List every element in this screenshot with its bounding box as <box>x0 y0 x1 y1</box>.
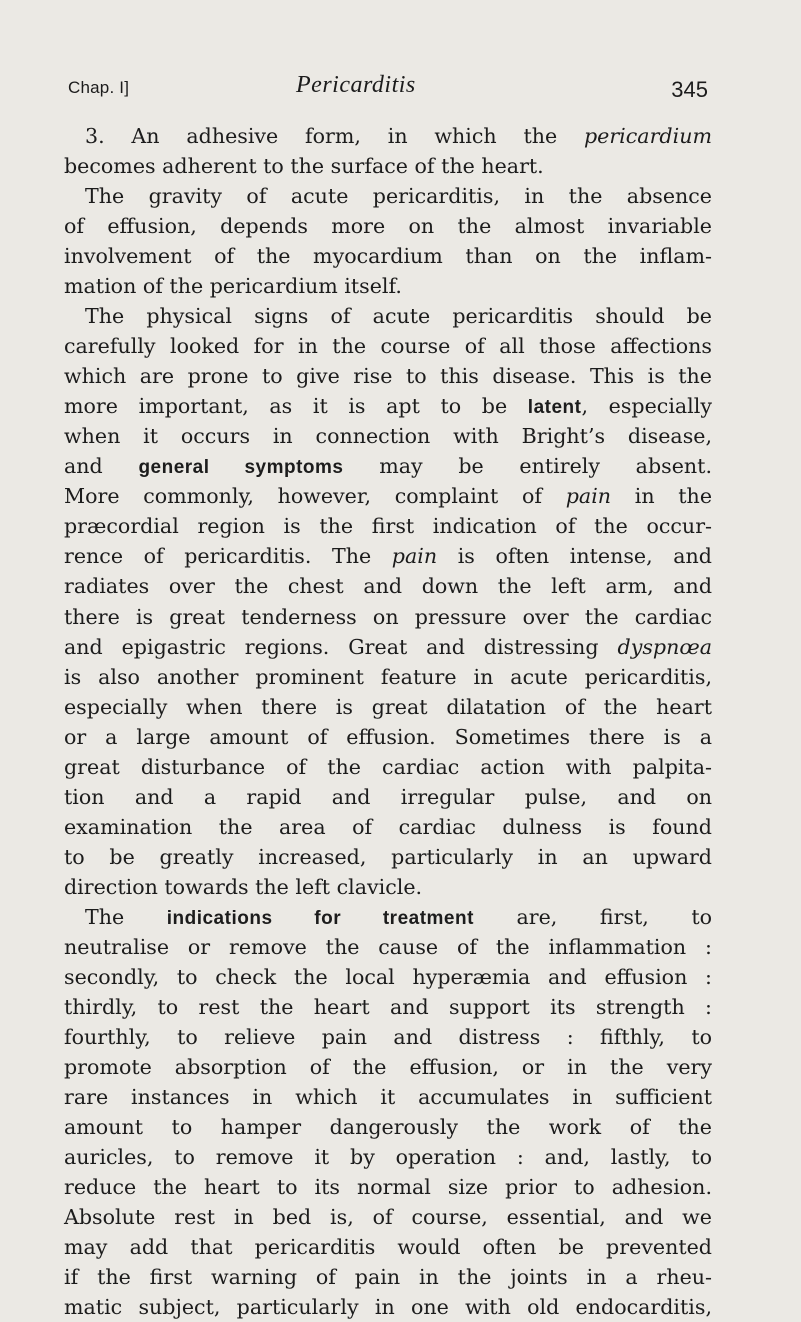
text-line: involvement of the myocardium than on the inflam- <box>64 244 712 269</box>
text-line: examination the area of cardiac dulness is found <box>64 814 712 839</box>
body-text <box>64 121 712 1322</box>
italic-term: pain <box>565 484 612 509</box>
bold-term: latent <box>527 397 582 419</box>
text-line: direction towards the left clavicle. <box>64 874 423 899</box>
text-line: auricles, to remove it by operation : and, lastly, to <box>64 1145 712 1170</box>
text-line: fourthly, to relieve pain and distress : fifthly, to <box>64 1024 712 1049</box>
text-line: great disturbance of the cardiac action with palpita- <box>64 754 712 779</box>
text-line: neutralise or remove the cause of the inflammation : <box>64 934 712 959</box>
text-line: præcordial region is the first indication of the occur- <box>64 514 712 539</box>
text-line: of effusion, depends more on the almost invariable <box>64 214 712 239</box>
italic-term: pericardium <box>583 124 712 148</box>
text-line: thirdly, to rest the heart and support its strength : <box>64 994 712 1019</box>
text-line: rare instances in which it accumulates in sufficient <box>64 1085 712 1109</box>
text-line: if the first warning of pain in the joints in a rheu- <box>64 1265 712 1290</box>
text-line: to be greatly increased, particularly in an upward <box>64 844 712 869</box>
text-line: may add that pericarditis would often be prevented <box>64 1235 712 1260</box>
text-line: or a large amount of effusion. Sometimes there is a <box>64 724 712 749</box>
text-line: there is great tenderness on pressure over the cardiac <box>64 604 712 629</box>
text-line: 3. An adhesive form, in which the pericardium <box>85 124 712 148</box>
text-line: Absolute rest in bed is, of course, essential, and we <box>64 1205 712 1230</box>
text-line: More commonly, however, complaint of pain in the <box>64 484 713 509</box>
text-line: rence of pericarditis. The pain is often intense, and <box>64 544 712 569</box>
text-line: matic subject, particularly in one with old endocarditis, <box>64 1295 712 1320</box>
text-line: The indications for treatment are, first, to <box>85 904 713 929</box>
text-line: reduce the heart to its normal size prior to adhesion. <box>64 1175 712 1200</box>
text-line: radiates over the chest and down the left arm, and <box>64 574 712 599</box>
text-line: tion and a rapid and irregular pulse, and on <box>64 784 712 809</box>
text-line: becomes adherent to the surface of the heart. <box>64 154 544 179</box>
italic-term: pain <box>391 544 438 569</box>
bold-term: general symptoms <box>138 457 344 479</box>
italic-term: dyspnœa <box>617 634 712 659</box>
text-line: which are prone to give rise to this disease. This is the <box>64 364 712 389</box>
text-line: and general symptoms may be entirely absent. <box>64 454 712 479</box>
text-line: The gravity of acute pericarditis, in the absence <box>85 184 712 209</box>
text-line: when it occurs in connection with Bright’s disease, <box>64 424 712 449</box>
bold-term: indications for treatment <box>166 907 474 929</box>
text-line: amount to hamper dangerously the work of the <box>64 1115 712 1140</box>
text-line: The physical signs of acute pericarditis should be <box>85 304 712 329</box>
text-line: mation of the pericardium itself. <box>64 274 402 299</box>
text-line: especially when there is great dilatation of the heart <box>64 694 712 719</box>
text-line: secondly, to check the local hyperæmia and effusion : <box>64 964 712 989</box>
page-number: 345 <box>671 77 708 102</box>
running-title: Pericarditis <box>296 72 416 98</box>
text-line: carefully looked for in the course of all those affections <box>64 334 712 359</box>
text-line: more important, as it is apt to be latent, especially <box>64 394 712 419</box>
running-head <box>68 68 708 108</box>
text-line: promote absorption of the effusion, or in the very <box>64 1054 712 1079</box>
chapter-reference: Chap. I] <box>68 78 130 97</box>
text-line: is also another prominent feature in acute pericarditis, <box>64 664 712 689</box>
text-line: and epigastric regions. Great and distressing dyspnœa <box>64 634 712 659</box>
